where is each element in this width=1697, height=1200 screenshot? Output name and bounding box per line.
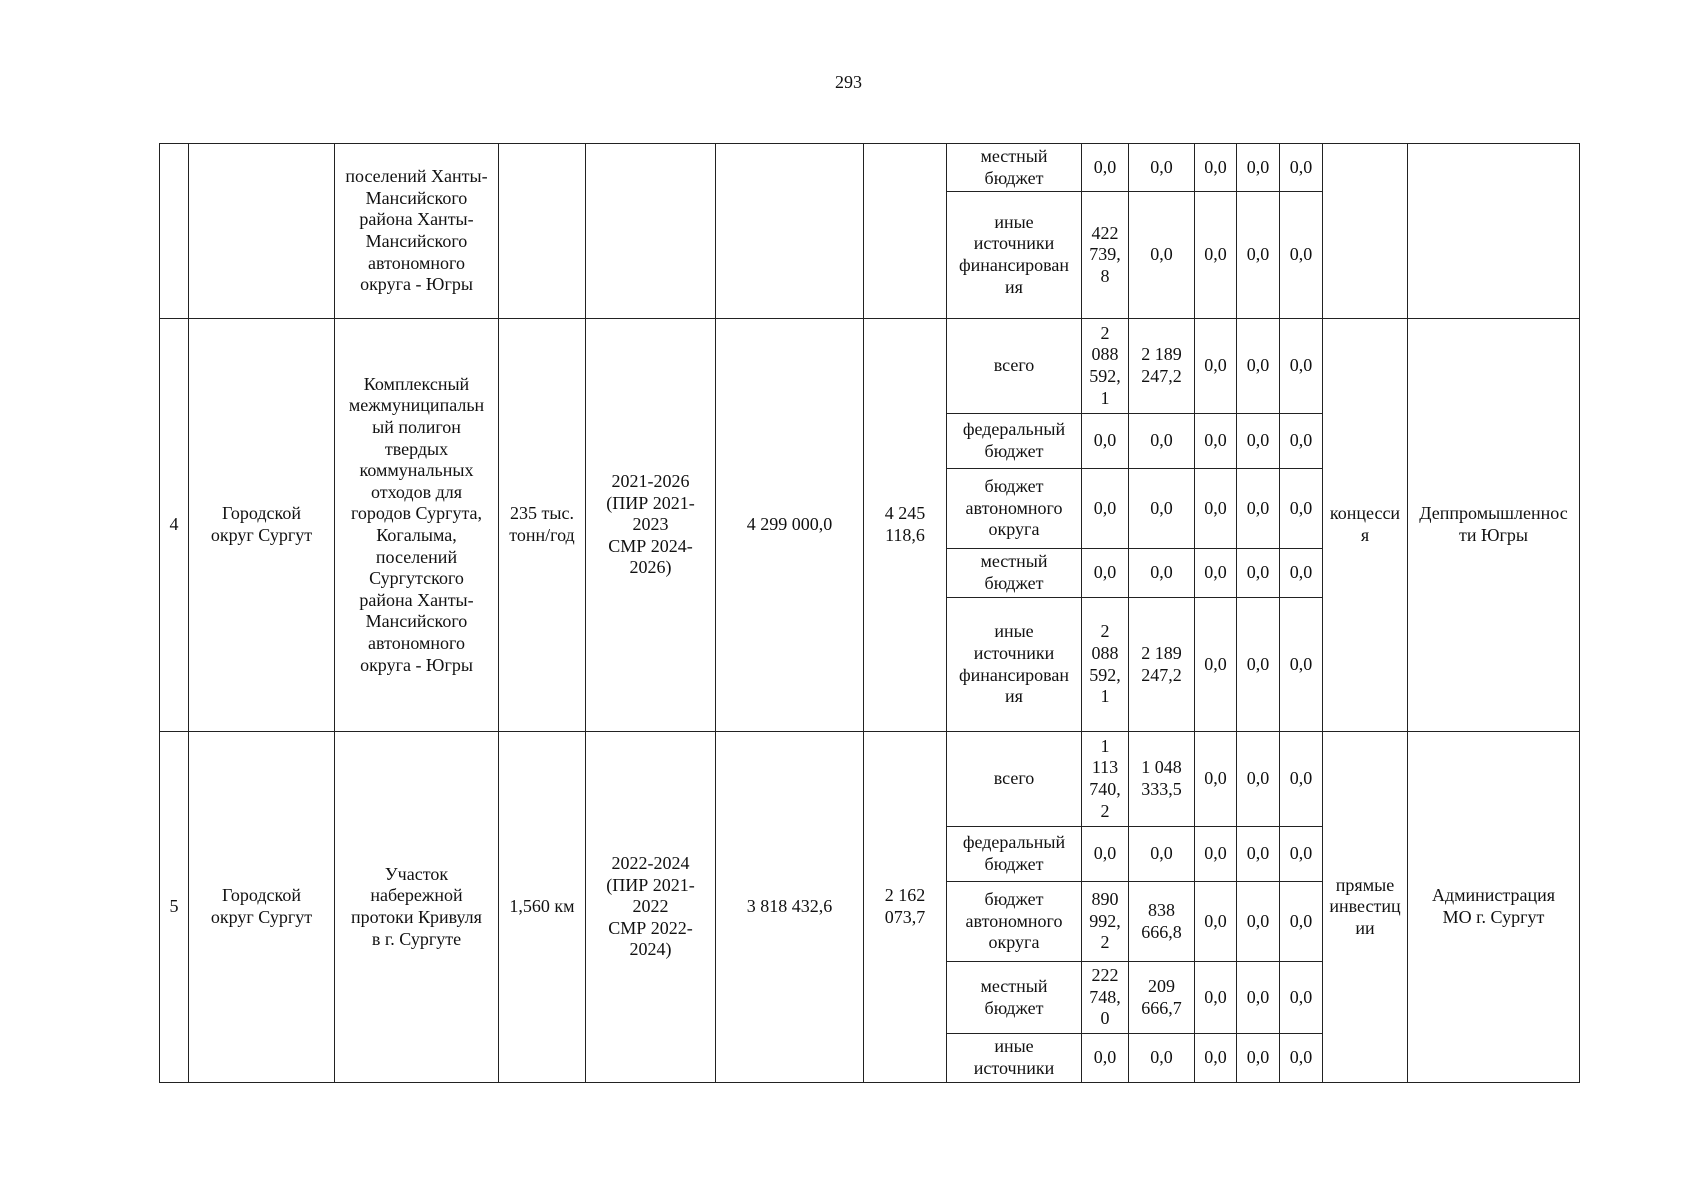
cell-num: 5 xyxy=(160,732,189,1083)
cell-value: 0,0 xyxy=(1237,192,1280,319)
cell-value: 0,0 xyxy=(1280,469,1323,549)
cell-source-label: федеральный бюджет xyxy=(947,414,1082,469)
cell-value: 0,0 xyxy=(1195,549,1237,598)
cell-period: 2022-2024 (ПИР 2021- 2022 СМР 2022- 2024) xyxy=(586,732,716,1083)
cell-object-name: Комплексный межмуниципальн ый полигон твердых коммунальных отходов для городов Сургута, Когалыма, поселений Сургутского района Ханты- Мансийского автономного округа - Югры xyxy=(335,319,499,732)
cell-value: 0,0 xyxy=(1082,549,1129,598)
cell-municipality xyxy=(189,144,335,319)
cell-value: 1 113 740, 2 xyxy=(1082,732,1129,827)
cell-period xyxy=(586,144,716,319)
cell-capacity: 1,560 км xyxy=(499,732,586,1083)
cell-value: 0,0 xyxy=(1237,319,1280,414)
cell-value: 0,0 xyxy=(1195,598,1237,732)
cell-value: 0,0 xyxy=(1280,882,1323,962)
cell-value: 0,0 xyxy=(1280,598,1323,732)
cell-value: 0,0 xyxy=(1195,827,1237,882)
cell-value: 0,0 xyxy=(1082,827,1129,882)
investment-projects-table xyxy=(159,143,1580,1083)
cell-value: 0,0 xyxy=(1237,598,1280,732)
cell-value: 0,0 xyxy=(1129,827,1195,882)
cell-num xyxy=(160,144,189,319)
cell-value: 0,0 xyxy=(1280,827,1323,882)
cell-value: 0,0 xyxy=(1195,144,1237,192)
table-row xyxy=(160,319,1580,414)
cell-value: 0,0 xyxy=(1195,319,1237,414)
cell-value: 2 088 592, 1 xyxy=(1082,598,1129,732)
cell-source-label: иные источники xyxy=(947,1034,1082,1083)
table-row xyxy=(160,732,1580,827)
cell-cost: 3 818 432,6 xyxy=(716,732,864,1083)
cell-period: 2021-2026 (ПИР 2021- 2023 СМР 2024- 2026) xyxy=(586,319,716,732)
cell-value: 0,0 xyxy=(1129,1034,1195,1083)
cell-value: 0,0 xyxy=(1237,549,1280,598)
cell-value: 2 189 247,2 xyxy=(1129,319,1195,414)
cell-source-label: всего xyxy=(947,319,1082,414)
cell-value: 222 748, 0 xyxy=(1082,962,1129,1034)
cell-value: 0,0 xyxy=(1129,549,1195,598)
cell-value: 0,0 xyxy=(1082,469,1129,549)
cell-value: 0,0 xyxy=(1082,414,1129,469)
cell-value: 890 992, 2 xyxy=(1082,882,1129,962)
cell-value: 0,0 xyxy=(1195,1034,1237,1083)
cell-value: 0,0 xyxy=(1280,1034,1323,1083)
cell-value: 0,0 xyxy=(1237,962,1280,1034)
cell-remaining: 4 245 118,6 xyxy=(864,319,947,732)
cell-municipality: Городской округ Сургут xyxy=(189,319,335,732)
cell-value: 838 666,8 xyxy=(1129,882,1195,962)
cell-value: 2 088 592, 1 xyxy=(1082,319,1129,414)
cell-value: 0,0 xyxy=(1280,192,1323,319)
cell-value: 0,0 xyxy=(1195,469,1237,549)
cell-value: 1 048 333,5 xyxy=(1129,732,1195,827)
cell-source-label: бюджет автономного округа xyxy=(947,469,1082,549)
cell-responsible: Деппромышленнос ти Югры xyxy=(1408,319,1580,732)
cell-value: 209 666,7 xyxy=(1129,962,1195,1034)
cell-mechanism: концесси я xyxy=(1323,319,1408,732)
cell-cost xyxy=(716,144,864,319)
cell-source-label: местный бюджет xyxy=(947,144,1082,192)
cell-value: 0,0 xyxy=(1082,144,1129,192)
cell-value: 0,0 xyxy=(1237,414,1280,469)
cell-value: 0,0 xyxy=(1237,827,1280,882)
cell-source-label: бюджет автономного округа xyxy=(947,882,1082,962)
cell-remaining xyxy=(864,144,947,319)
cell-mechanism xyxy=(1323,144,1408,319)
table-row xyxy=(160,144,1580,192)
cell-remaining: 2 162 073,7 xyxy=(864,732,947,1083)
cell-capacity: 235 тыс. тонн/год xyxy=(499,319,586,732)
cell-value: 2 189 247,2 xyxy=(1129,598,1195,732)
cell-value: 0,0 xyxy=(1195,732,1237,827)
cell-value: 0,0 xyxy=(1280,144,1323,192)
cell-value: 0,0 xyxy=(1129,192,1195,319)
cell-value: 0,0 xyxy=(1280,319,1323,414)
cell-object-name: поселений Ханты- Мансийского района Ханты- Мансийского автономного округа - Югры xyxy=(335,144,499,319)
cell-value: 0,0 xyxy=(1237,1034,1280,1083)
cell-source-label: местный бюджет xyxy=(947,962,1082,1034)
cell-value: 0,0 xyxy=(1237,144,1280,192)
cell-capacity xyxy=(499,144,586,319)
cell-source-label: федеральный бюджет xyxy=(947,827,1082,882)
cell-value: 0,0 xyxy=(1129,144,1195,192)
cell-value: 0,0 xyxy=(1280,414,1323,469)
cell-source-label: иные источники финансирован ия xyxy=(947,598,1082,732)
cell-cost: 4 299 000,0 xyxy=(716,319,864,732)
cell-value: 0,0 xyxy=(1237,732,1280,827)
cell-responsible: Администрация МО г. Сургут xyxy=(1408,732,1580,1083)
cell-value: 0,0 xyxy=(1129,469,1195,549)
cell-mechanism: прямые инвестиц ии xyxy=(1323,732,1408,1083)
cell-object-name: Участок набережной протоки Кривуля в г. Сургуте xyxy=(335,732,499,1083)
cell-municipality: Городской округ Сургут xyxy=(189,732,335,1083)
cell-responsible xyxy=(1408,144,1580,319)
cell-source-label: иные источники финансирован ия xyxy=(947,192,1082,319)
cell-value: 422 739, 8 xyxy=(1082,192,1129,319)
cell-num: 4 xyxy=(160,319,189,732)
cell-value: 0,0 xyxy=(1237,882,1280,962)
cell-value: 0,0 xyxy=(1195,962,1237,1034)
page-number: 293 xyxy=(835,72,862,92)
cell-value: 0,0 xyxy=(1195,882,1237,962)
cell-value: 0,0 xyxy=(1237,469,1280,549)
cell-value: 0,0 xyxy=(1280,732,1323,827)
cell-value: 0,0 xyxy=(1280,962,1323,1034)
cell-value: 0,0 xyxy=(1195,414,1237,469)
cell-value: 0,0 xyxy=(1195,192,1237,319)
cell-value: 0,0 xyxy=(1129,414,1195,469)
cell-value: 0,0 xyxy=(1082,1034,1129,1083)
cell-source-label: местный бюджет xyxy=(947,549,1082,598)
cell-value: 0,0 xyxy=(1280,549,1323,598)
cell-source-label: всего xyxy=(947,732,1082,827)
